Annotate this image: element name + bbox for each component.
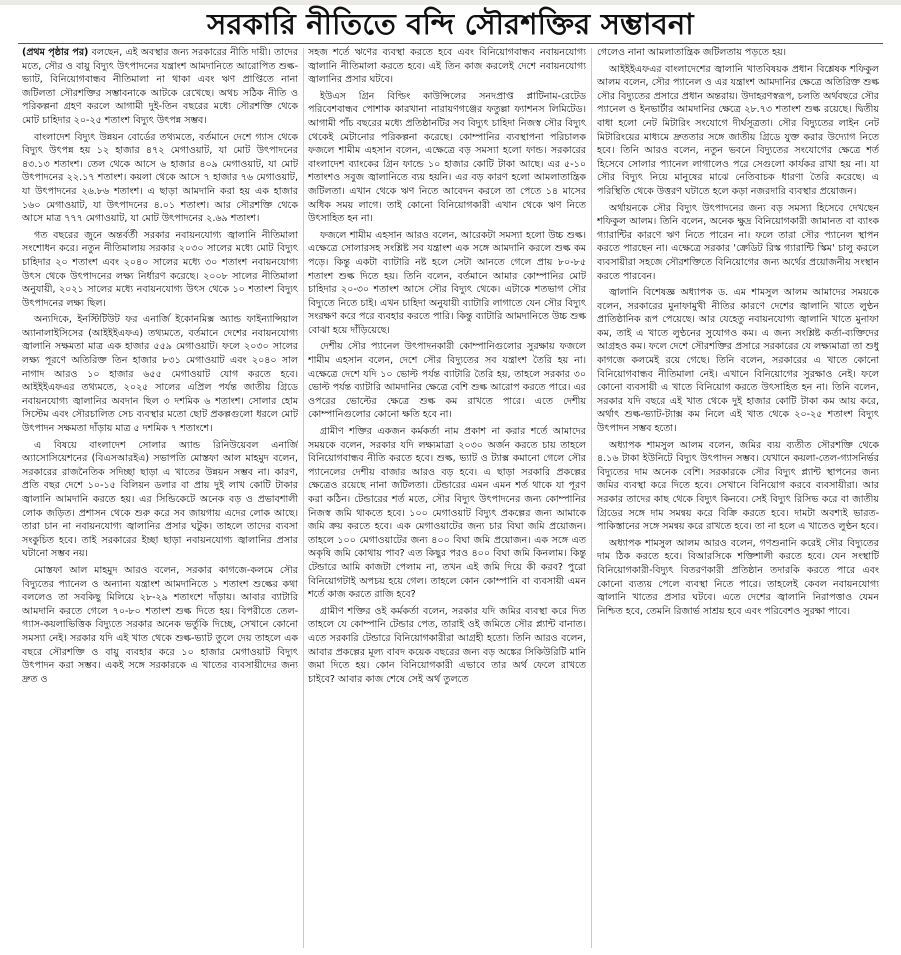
paragraph: গ্রামীণ শক্তির ওই কর্মকর্তা বলেন, সরকার যদি জমির ব্যবস্থা করে দিত তাহলে যে কোম্পানি টেন্ডার পেত, তারাই ওই জমিতে সৌর প্ল্যান্ট বানাত। এতে সরকারি টেন্ডারে বিনিয়োগকারীরা আগ্রহী হতো। তিনি আরও বলেন, আবার প্রকল্পের মূল্য বাবদ কয়েক বছরের জন্য বড় অঙ্কের সিকিউরিটি মানি জমা দিতে হয়। কোন বিনিয়োগকারী এভাবে তার অর্থ ফেলে রাখতে চাইবে? আবার কাজ শেষে সেই অর্থ তুলতে [308, 605, 586, 685]
paragraph: এ বিষয়ে বাংলাদেশ সোলার অ্যান্ড রিনিউয়েবল এনার্জি অ্যাসোসিয়েশনের (বিএসআরইএ) সভাপতি মোস্তফা আল মাহমুদ বলেন, সরকারের রাজনৈতিক সদিচ্ছা ছাড়া এ খাতের উন্নয়ন সম্ভব না। কারণ, প্রতি বছর দেশে ১০-১৫ বিলিয়ন ডলার বা প্রায় দুই লাখ কোটি টাকার জ্বালানি আমদানি করতে হয়। এর সিন্ডিকেটে অনেক বড় ও প্রভাবশালী লোক জড়িত। প্রশাসন থেকে শুরু করে সব জায়গায় এদের লোক আছে। তারা চান না নবায়নযোগ্য জ্বালানির প্রসার ঘটুক। তাহলে তাদের ব্যবসা সংকুচিত হবে। তাই সরকারের ইচ্ছা ছাড়া নবায়নযোগ্য জ্বালানির প্রসার ঘটানো সম্ভব নয়। [22, 439, 298, 560]
paragraph [22, 46, 298, 128]
paragraph: আইইইএফএর বাংলাদেশের জ্বালানি খাতবিষয়ক প্রধান বিশ্লেষক শফিকুল আলম বলেন, সৌর প্যানেল ও এর যন্ত্রাংশ আমদানির ক্ষেত্রে অতিরিক্ত শুল্ক সৌর বিদ্যুতের প্রসারে প্রধান অন্তরায়। উদাহরণস্বরূপ, চলতি অর্থবছরে সৌর প্যানেল ও ইনভার্টার আমদানির ক্ষেত্রে ২৮.৭৩ শতাংশ শুল্ক রয়েছে। দ্বিতীয় বাধা হলো নেট মিটারিং সংযোগে দীর্ঘসূত্রতা। সৌর বিদ্যুতের লাইন নেট মিটারিংয়ের মাধ্যমে দ্রুততার সঙ্গে জাতীয় গ্রিডে যুক্ত করার উদ্যোগ নিতে হবে। তিনি আরও বলেন, নতুন ভবনে বিদ্যুতের সংযোগের ক্ষেত্রে শর্ত হিসেবে সোলার প্যানেল লাগালেও পরে সেগুলো কার্যকর রাখা হয় না। যা সৌর বিদ্যুৎ নিয়ে মানুষের মাঝে নেতিবাচক ধারণা তৈরি করেছে। এ পরিস্থিতি থেকে উত্তরণ ঘটাতে হলে কড়া নজরদারি ব্যবস্থার প্রয়োজন। [597, 63, 879, 197]
paragraph: দেশীয় সৌর প্যানেল উৎপাদনকারী কোম্পানিগুলোর সুরক্ষায় ফজলে শামীম এহসান বলেন, দেশে সৌর বিদ্যুতের সব যন্ত্রাংশ তৈরি হয় না। এক্ষেত্রে দেশে যদি ১০ ভোল্ট পর্যন্ত ব্যাটারি তৈরি হয়, তাহলে সরকার ৩০ ভোল্ট পর্যন্ত ব্যাটারি আমদানির ক্ষেত্রে বেশি শুল্ক আরোপ করতে পারে। এর ওপরের ভোল্টের ক্ষেত্রে শুল্ক কম রাখতে পারে। এতে দেশীয় কোম্পানিগুলোর কোনো ক্ষতি হবে না। [308, 341, 586, 421]
article-column-3 [597, 46, 879, 951]
column-divider [591, 48, 592, 948]
paragraph: অর্থায়নকে সৌর বিদ্যুৎ উৎপাদনের জন্য বড় সমস্যা হিসেবে দেখছেন শফিকুল আলম। তিনি বলেন, অনেক ক্ষুদ্র বিনিয়োগকারী জামানত বা ব্যাংক গ্যারান্টির কারণে ঋণ নিতে পারেন না। ফলে তারা সৌর প্যানেল স্থাপন করতে পারছেন না। এক্ষেত্রে সরকার 'ক্রেডিট রিস্ক গ্যারান্টি স্কিম' চালু করলে ব্যবসায়ীরা সহজে সৌরশক্তিতে বিনিয়োগের জন্য অর্থের প্রয়োজনীয় সংস্থান করতে পারবেন। [597, 202, 879, 282]
paragraph: অধ্যাপক শামসুল আলম আরও বলেন, গণশুনানি করেই সৌর বিদ্যুতের দাম ঠিক করতে হবে। বিআরসিকে শক্তিশালী করতে হবে। যেন সংস্থাটি বিনিয়োগকারী-বিদ্যুৎ বিতরণকারী প্রতিষ্ঠান তদারকি করতে পারে এবং কোনো ব্যত্যয় পেলে ব্যবস্থা নিতে পারে। তাহলেই কেবল নবায়নযোগ্য জ্বালানি খাতের প্রসার ঘটবে। এতে দেশের জ্বালানি নিরাপত্তাও যেমন নিশ্চিত হবে, তেমনি রিজার্ভ সাশ্রয় হবে এবং পরিবেশও সুরক্ষা পাবে। [597, 537, 879, 617]
article-column-2 [308, 46, 586, 951]
paragraph: জ্বালানি বিশেষজ্ঞ অধ্যাপক ড. এম শামসুল আলম আমাদের সময়কে বলেন, সরকারের মুনাফামুখী নীতির কারণে দেশের জ্বালানি খাতে লুণ্ঠন প্রাতিষ্ঠানিক রূপ পেয়েছে। আর যেহেতু নবায়নযোগ্য জ্বালানি খাতে মুনাফা কম, তাই এ খাতে লুণ্ঠনের সুযোগও কম। এ জন্য সংশ্লিষ্ট কর্তা-ব্যক্তিদের আগ্রহও কম। ফলে দেশে সৌরশক্তির প্রসারে সরকারের যে লক্ষ্যমাত্রা তা শুধু কাগজে কলমেই রয়ে গেছে। তিনি বলেন, সরকারের এ খাতে কোনো বিনিয়োগবান্ধব নীতিমালা নেই। এখানে বিনিয়োগের সুরক্ষাও নেই। ফলে কোনো ব্যবসায়ী এ খাতে বিনিয়োগ করতে উৎসাহিত হন না। তিনি বলেন, সরকার যদি বছরে এই খাত থেকে দুই হাজার কোটি টাকা কম আয় করে, অর্থাৎ শুল্ক-ভ্যাট-ট্যাক্স কম নিলে এই খাত থেকে ২০-২৫ শতাংশ বিদ্যুৎ উৎপাদন সম্ভব হতো। [597, 287, 879, 435]
column-divider [303, 48, 304, 948]
paragraph: ফজলে শামীম এহসান আরও বলেন, আরেকটা সমস্যা হলো উচ্চ শুল্ক। এক্ষেত্রে সোলারসহ সংশ্লিষ্ট সব যন্ত্রাংশ এক সঙ্গে আমদানি করলে শুল্ক কম পড়ে। কিন্তু একটা ব্যাটারি নষ্ট হলে সেটা আনতে গেলে প্রায় ৮০-৮৫ শতাংশ শুল্ক দিতে হয়। তিনি বলেন, বর্তমানে আমার কোম্পানির মোট চাহিদার ২০-৩০ শতাংশ আসে সৌর বিদ্যুৎ থেকে। এটাকে শতভাগ সৌর বিদ্যুতে নিতে চাই। এখন চাহিদা অনুযায়ী ব্যাটারি লাগাতে যেন সৌর বিদ্যুৎ সংরক্ষণ করে পরে ব্যবহার করতে পারি। কিন্তু ব্যাটারি আমদানিতে উচ্চ শুল্ক বোঝা হয়ে দাঁড়িয়েছে। [308, 229, 586, 336]
continued-marker: (প্রথম পৃষ্ঠার পর) [22, 47, 89, 58]
article-column-1 [22, 46, 298, 951]
paragraph: বাংলাদেশ বিদ্যুৎ উন্নয়ন বোর্ডের তথ্যমতে, বর্তমানে দেশে গ্যাস থেকে বিদ্যুৎ উৎপন্ন হয় ১২ হাজার ৪৭২ মেগাওয়াট, যা মোট উৎপাদনের ৪৩.১৩ শতাংশ। তেল থেকে আসে ৬ হাজার ৪০৯ মেগাওয়াট, যা মোট উৎপাদনের ২২.১৭ শতাংশ। কয়লা থেকে আসে ৭ হাজার ৭৬ মেগাওয়াট, যা উৎপাদনের ২৬.৮৬ শতাংশ। এ ছাড়া আমদানি করা হয় এক হাজার ১৬০ মেগাওয়াট, যা উৎপাদনের ৪.০১ শতাংশ। আর সৌরশক্তি থেকে আসে মাত্র ৭৭৭ মেগাওয়াট, যা মোট উৎপাদনের ২.৬৯ শতাংশ। [22, 131, 298, 225]
paragraph: সহজ শর্তে ঋণের ব্যবস্থা করতে হবে এবং বিনিয়োগবান্ধব নবায়নযোগ্য জ্বালানি নীতিমালা করতে হবে। এই তিন কাজ করলেই দেশে নবায়নযোগ্য জ্বালানির প্রসার ঘটবে। [308, 47, 586, 86]
headline-rule [18, 43, 883, 44]
paragraph-text: বলছেন, এই অবস্থার জন্য সরকারের নীতি দায়ী। তাদের মতে, সৌর ও বায়ু বিদ্যুৎ উৎপাদনের যন্ত্রাংশ আমদানিতে আরোপিত শুল্ক-ভ্যাট, বিনিয়োগবান্ধব নীতিমালা না থাকা এবং ঋণ প্রাপ্তিতে নানা জটিলতা সৌরশক্তির সম্ভাবনাকে আটকে রেখেছে। অথচ সঠিক নীতি ও পরিকল্পনা গ্রহণ করলে আগামী দুই-তিন বছরের মধ্যে সৌরশক্তি থেকে মোট চাহিদার ২০-২৫ শতাংশ বিদ্যুৎ উৎপন্ন সম্ভব। [22, 47, 298, 126]
paragraph: অধ্যাপক শামসুল আলম বলেন, জমির ব্যয় ব্যতীত সৌরশক্তি থেকে ৪.১৬ টাকা ইউনিটে বিদ্যুৎ উৎপাদন সম্ভব। যেখানে কয়লা-তেল-গ্যাসনির্ভর বিদ্যুতের দাম অনেক বেশি। সরকারকে সৌর বিদ্যুৎ প্ল্যান্ট স্থাপনের জন্য জমির ব্যবস্থা করে দিতে হবে। সেখানে বিনিয়োগ করবে ব্যবসায়ীরা। আর সরকার তাদের কাছ থেকে বিদ্যুৎ কিনবে। সেই বিদ্যুৎ রিসিভ করে বা জাতীয় গ্রিডের সঙ্গে দাম সমন্বয় করে বিক্রি করতে হবে। দামটা অবশ্যই ভারত-পাকিস্তানের সঙ্গে সমন্বয় করে রাখতে হবে। তা না হলে এ খাতেও লুণ্ঠন হবে। [597, 439, 879, 533]
paragraph: গ্রামীণ শক্তির একজন কর্মকর্তা নাম প্রকাশ না করার শর্তে আমাদের সময়কে বলেন, সরকার যদি লক্ষ্যমাত্রা ২০৩০ অর্জন করতে চায় তাহলে বিনিয়োগবান্ধব নীতি করতে হবে। শুল্ক, ভ্যাট ও ট্যাক্স কমানো গেলে সৌর প্যানেলের দেশীয় বাজার আরও বড় হবে। এ ছাড়া সরকারি প্রকল্পের ক্ষেত্রেও রয়েছে নানা জটিলতা। টেন্ডারের এমন এমন শর্ত থাকে যা পূরণ করা কঠিন। টেন্ডারের শর্ত মতে, সৌর বিদ্যুৎ উৎপাদনের জন্য কোম্পানির নিজস্ব জমি থাকতে হবে। ১০০ মেগাওয়াট বিদ্যুৎ প্রকল্পের জন্য আমাকে জমি ক্রয় করতে হবে। এক মেগাওয়াটের জন্য চার বিঘা জমি প্রয়োজন। তাহলে ১০০ মেগাওয়াটের জন্য ৪০০ বিঘা জমি প্রয়োজন। এক সঙ্গে এত অকৃষি জমি কোথায় পাব? এত কিছুর পরও ৪০০ বিঘা জমি কিনলাম। কিন্তু টেন্ডারে আমি কাজটা পেলাম না, তখন এই জমি দিয়ে কী করব? পুরো বিনিয়োগটাই অপচয় হয়ে গেল। তাহলে কোন কোম্পানি বা ব্যবসায়ী এমন শর্তে কাজ করতে রাজি হবে? [308, 426, 586, 601]
paragraph: গত বছরের জুনে অন্তর্বর্তী সরকার নবায়নযোগ্য জ্বালানি নীতিমালা সংশোধন করে। নতুন নীতিমালায় সরকার ২০৩০ সালের মধ্যে মোট বিদ্যুৎ চাহিদার ২০ শতাংশ এবং ২০৪০ সালের মধ্যে ৩০ শতাংশ নবায়নযোগ্য উৎস থেকে উৎপাদনের লক্ষ্য নির্ধারণ করেছে। ২০০৮ সালের নীতিমালা অনুযায়ী, ২০২১ সালের মধ্যে নবায়নযোগ্য উৎস থেকে ১০ শতাংশ বিদ্যুৎ উৎপাদনের লক্ষ্য ছিল। [22, 229, 298, 309]
paragraph: মোস্তফা আল মাহমুদ আরও বলেন, সরকার কাগজে-কলমে সৌর বিদ্যুতের প্যানেল ও অন্যান্য যন্ত্রাংশ আমদানিতে ১ শতাংশ শুল্কের কথা বললেও তা সবকিছু মিলিয়ে ২৮-২৯ শতাংশে দাঁড়ায়। আবার ব্যাটারি আমদানি করতে গেলে ৭০-৮০ শতাংশ শুল্ক দিতে হয়। বিপরীতে তেল-গ্যাস-কয়লাভিত্তিক বিদ্যুতে সরকার অনেক ভর্তুকি দিচ্ছে, সেখানে কোনো সমস্যা নেই। সরকার যদি এই খাত থেকে শুল্ক-ভ্যাট তুলে দেয় তাহলে এক বছরে সৌরশক্তি ও বায়ু ব্যবহার করে ১০ হাজার মেগাওয়াট বিদ্যুৎ উৎপাদন করা সম্ভব। একই সঙ্গে সরকারকে এ খাতের ব্যবসায়ীদের জন্য দ্রুত ও [22, 564, 298, 685]
paragraph: ইউএস গ্রিন বিল্ডিং কাউন্সিলের সনদপ্রাপ্ত প্লাটিনাম-রেটেড পরিবেশবান্ধব পোশাক কারখানা নারায়ণগঞ্জের ফতুল্লা ফ্যাশনস লিমিটেড। আগামী পাঁচ বছরের মধ্যে প্রতিষ্ঠানটির সব বিদ্যুৎ চাহিদা নিজস্ব সৌর বিদ্যুৎ থেকেই মেটানোর পরিকল্পনা করেছে। কোম্পানির ব্যবস্থাপনা পরিচালক ফজলে শামীম এহসান বলেন, এক্ষেত্রে বড় সমস্যা হলো ফান্ড। সরকারের বাংলাদেশ ব্যাংকের গ্রিন ফান্ডে ১০ হাজার কোটি টাকা আছে। এর ৫-১০ শতাংশও সবুজ জ্বালানিতে ব্যয় হয়নি। এর বড় কারণ হলো আমলাতান্ত্রিক জটিলতা। এখান থেকে ঋণ নিতে আবেদন করলে তা পেতে ১৪ মাসের অধিক সময় লাগে। তাই কোনো বিনিয়োগকারী এখান থেকে ঋণ নিতে উৎসাহিত হন না। [308, 90, 586, 225]
paragraph: গেলেও নানা আমলাতান্ত্রিক জটিলতায় পড়তে হয়। [597, 47, 787, 58]
paragraph: অন্যদিকে, ইনস্টিটিউট ফর এনার্জি ইকোনমিক্স অ্যান্ড ফাইন্যান্সিয়াল অ্যানালাইসিসের (আইইইএফএ) তথ্যমতে, বর্তমানে দেশের নবায়নযোগ্য জ্বালানি সক্ষমতা মাত্র এক হাজার ৫৫৯ মেগাওয়াট। ফলে ২০৩০ সালের লক্ষ্য পূরণে অতিরিক্ত তিন হাজার ৮৩১ মেগাওয়াট এবং ২০৪০ সাল নাগাদ আরও ১০ হাজার ৬৫৫ মেগাওয়াট যোগ করতে হবে। আইইইএফএর তথ্যমতে, ২০২৫ সালের এপ্রিল পর্যন্ত জাতীয় গ্রিডে নবায়নযোগ্য জ্বালানির অবদান ছিল ৩ দশমিক ৬ শতাংশ। সোলার হোম সিস্টেম এবং সৌরচালিত সেচ ব্যবস্থার মতো ছোট প্রকল্পগুলো ধরলে মোট উৎপাদন সক্ষমতা দাঁড়ায় মাত্র ৫ দশমিক ৭ শতাংশে। [22, 314, 298, 435]
page-title: সরকারি নীতিতে বন্দি সৌরশক্তির সম্ভাবনা [207, 7, 694, 41]
